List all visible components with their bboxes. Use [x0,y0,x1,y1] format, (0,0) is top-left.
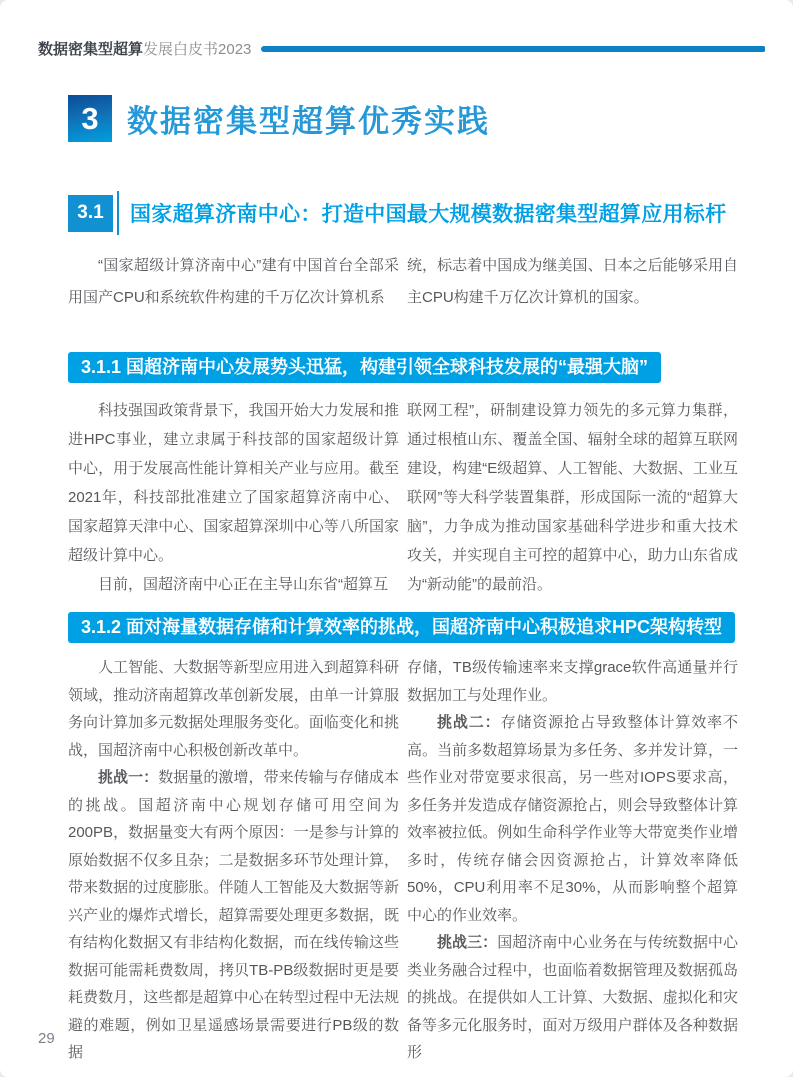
challenge2-text: 存储资源抢占导致整体计算效率不高。当前多数超算场景为多任务、多并发计算，一些作业对带宽要求很高，另一些对IOPS要求高，多任务并发造成存储资源抢占，则会导致整体计算效率被拉低。例如生命科学作业等大带宽类作业增多时，传统存储会因资源抢占，计算效率降低50%，CPU利用率不足30%，从而影响整个超算中心的作业效率。 [407,714,738,924]
intro-paragraph-right: 统，标志着中国成为继美国、日本之后能够采用自主CPU构建千万亿次计算机的国家。 [407,257,738,306]
header-rule-line [261,46,765,52]
sub1-left-column [68,396,399,599]
header-title [38,38,251,59]
chapter-heading [68,95,490,142]
challenge1-text: 数据量的激增，带来传输与存储成本的挑战。国超济南中心规划存储可用空间为200PB，数据量变大有两个原因：一是参与计算的原始数据不仅多且杂；二是数据多环节处理计算，带来数据的过度膨胀。伴随人工智能及大数据等新兴产业的爆炸式增长，超算需要处理更多数据，既有结构化数据又有非结构化数据，而在线传输这些数据可能需耗费数周，拷贝TB-PB级数据时更是要耗费数月，这些都是超算中心在转型过程中无法规避的难题，例如卫星遥感场景需要进行PB级的数据 [68,769,399,1061]
intro-columns [68,250,738,314]
sub2-paragraph-challenge1 [68,764,399,1067]
intro-left-column [68,250,399,314]
section-heading [68,191,726,235]
sub1-paragraph-1: 科技强国政策背景下，我国开始大力发展和推进HPC事业，建立隶属于科技部的国家超级计算中心，用于发展高性能计算相关产业与应用。截至2021年，科技部批准建立了国家超算济南中心、国家超算天津中心、国家超算深圳中心等八所国家超级计算中心。 [68,402,399,564]
sub1-paragraph-3: 联网工程”，研制建设算力领先的多元算力集群，通过根植山东、覆盖全国、辐射全球的超算互联网建设，构建“E级超算、人工智能、大数据、工业互联网”等大科学装置集群，形成国际一流的“超算大脑”，力争成为推动国家基础科学进步和重大技术攻关，并实现自主可控的超算中心，助力山东省成为“新动能”的最前沿。 [407,402,738,593]
subsection-3-1-2-heading: 3.1.2 面对海量数据存储和计算效率的挑战，国超济南中心积极追求HPC架构转型 [68,612,735,643]
challenge2-label: 挑战二： [437,714,501,731]
chapter-title: 数据密集型超算优秀实践 [127,104,490,139]
chapter-number-box: 3 [68,95,112,142]
challenge1-label: 挑战一： [98,769,159,786]
header-title-rest: 发展白皮书2023 [143,41,252,58]
section-badge-rule [117,191,119,235]
subsection-3-1-2-columns [68,654,738,1067]
header-title-bold: 数据密集型超算 [38,41,144,58]
page-number: 29 [38,1030,55,1047]
section-number-badge: 3.1 [68,195,113,232]
sub2-right-column [407,654,738,1067]
sub2-paragraph-challenge3 [407,929,738,1067]
sub2-left-column [68,654,399,1067]
page-header [38,38,765,59]
sub1-right-column [407,396,738,599]
subsection-3-1-1-heading: 3.1.1 国超济南中心发展势头迅猛，构建引领全球科技发展的“最强大脑” [68,352,661,383]
challenge3-text: 国超济南中心业务在与传统数据中心类业务融合过程中，也面临着数据管理及数据孤岛的挑战。在提供如人工计算、大数据、虚拟化和灾备等多元化服务时，面对万级用户群体及各种数据形 [407,934,738,1061]
section-title: 国家超算济南中心：打造中国最大规模数据密集型超算应用标杆 [130,203,727,226]
sub1-paragraph-2: 目前，国超济南中心正在主导山东省“超算互 [98,576,388,593]
subsection-3-1-1-columns [68,396,738,599]
intro-right-column [407,250,738,314]
sub2-paragraph-challenge2 [407,709,738,929]
challenge3-label: 挑战三： [437,934,498,951]
sub2-paragraph-2: 存储，TB级传输速率来支撑grace软件高通量并行数据加工与处理作业。 [407,659,738,704]
intro-paragraph-left: “国家超级计算济南中心”建有中国首台全部采用国产CPU和系统软件构建的千万亿次计算机系 [68,257,399,306]
sub2-paragraph-1: 人工智能、大数据等新型应用进入到超算科研领域，推动济南超算改革创新发展，由单一计算服务向计算加多元数据处理服务变化。面临变化和挑战，国超济南中心积极创新改革中。 [68,659,399,759]
